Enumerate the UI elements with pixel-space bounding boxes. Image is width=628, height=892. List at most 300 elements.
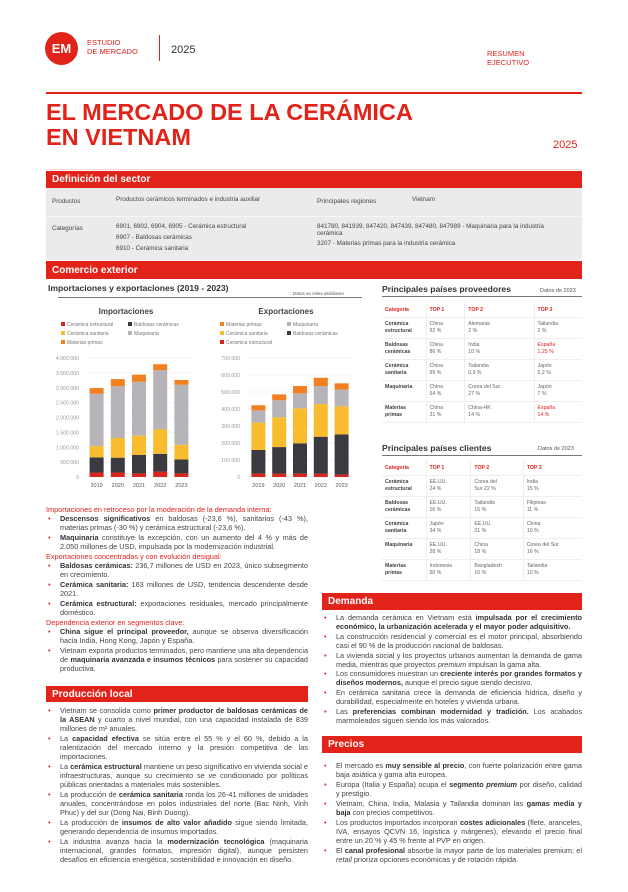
table-row bbox=[382, 402, 582, 423]
country-share: 10 % bbox=[526, 570, 539, 576]
y-tick-label: 3.000.000 bbox=[55, 385, 79, 392]
bar-segment bbox=[111, 473, 125, 477]
country-share: 18 % bbox=[474, 549, 487, 555]
x-tick-label: 2022 bbox=[154, 483, 167, 489]
country-cell bbox=[426, 318, 465, 339]
bullet-item bbox=[46, 514, 308, 532]
country-cell bbox=[465, 402, 534, 423]
y-tick-label: 1.500.000 bbox=[55, 430, 79, 437]
country-name: India bbox=[526, 479, 539, 485]
bullet-item bbox=[46, 734, 308, 761]
text-run: modernización tecnológica bbox=[167, 837, 265, 846]
bar-segment bbox=[251, 405, 265, 410]
bar-segment bbox=[132, 473, 146, 477]
country-cell bbox=[426, 539, 471, 560]
legend-label: Cerámica estructural bbox=[67, 322, 114, 328]
country-name: España bbox=[537, 342, 556, 348]
bar-segment bbox=[90, 394, 104, 446]
definition-row bbox=[46, 188, 582, 217]
country-cell bbox=[471, 539, 523, 560]
clientes-note: Datos de 2023 bbox=[538, 446, 574, 452]
y-tick-label: 200.000 bbox=[221, 441, 240, 447]
country-cell bbox=[471, 518, 523, 539]
category-cell: Baldosas cerámicas bbox=[382, 339, 426, 360]
y-tick-label: 400.000 bbox=[221, 407, 240, 413]
table-row bbox=[382, 518, 582, 539]
text-run: (maquinaria internacional, grandes formatos, impresión digital), aunque persisten desafíos en eficiencia energética, sostenibilidad e innovación en diseño. bbox=[60, 837, 308, 864]
country-cell bbox=[523, 560, 582, 581]
bar-segment bbox=[272, 447, 286, 474]
trade-analysis bbox=[46, 505, 308, 674]
column-header: TOP 3 bbox=[534, 302, 582, 318]
text-run: sigue siendo limitada, generando dependencia de insumos importados. bbox=[60, 818, 308, 836]
header-rule bbox=[46, 92, 582, 94]
country-cell bbox=[465, 339, 534, 360]
y-tick-label: 700.000 bbox=[221, 356, 240, 362]
country-share: 15 % bbox=[526, 486, 539, 492]
legend-label: Cerámica estructural bbox=[226, 340, 273, 346]
y-tick-label: 500.000 bbox=[60, 460, 79, 467]
bullet-item bbox=[322, 761, 582, 779]
bullet-item bbox=[322, 799, 582, 817]
country-name: Japón bbox=[429, 521, 444, 527]
text-run: Cerámica sanitaria: bbox=[60, 580, 129, 589]
bullet-item bbox=[322, 708, 582, 726]
text-run: Las bbox=[336, 707, 353, 717]
x-tick-label: 2022 bbox=[314, 483, 327, 489]
text-run: capacidad efectiva bbox=[72, 734, 139, 743]
text-run: impulsada por el crecimiento económico, la urbanización acelerada y el mayor poder adquisitivo. bbox=[336, 613, 582, 631]
bar-segment bbox=[335, 390, 349, 407]
rule bbox=[382, 296, 582, 297]
table-row bbox=[382, 476, 582, 497]
text-run: Los acabados marmoleados siguen siendo los más valorados. bbox=[336, 707, 582, 725]
country-share: 1,25 % bbox=[537, 349, 554, 355]
header-year: 2025 bbox=[171, 44, 196, 56]
clientes-title: Principales países clientes bbox=[382, 443, 492, 453]
country-name: Tailandia bbox=[537, 321, 559, 327]
country-cell bbox=[465, 381, 534, 402]
country-cell bbox=[534, 360, 582, 381]
bar-segment bbox=[132, 382, 146, 436]
text-run: cerámica estructural bbox=[70, 762, 142, 771]
bar-segment bbox=[90, 388, 104, 394]
bar-segment bbox=[111, 458, 125, 473]
x-tick-label: 2023 bbox=[335, 483, 348, 489]
text-run: insumos de alto valor añadido bbox=[121, 818, 232, 827]
country-name: China bbox=[429, 405, 444, 411]
table-row bbox=[382, 360, 582, 381]
country-share: 2 % bbox=[537, 328, 547, 334]
country-share: 11 % bbox=[526, 507, 539, 513]
bullet-item bbox=[46, 762, 308, 789]
em-logo: EM bbox=[45, 32, 78, 65]
bar-segment bbox=[174, 473, 188, 477]
country-name: Japón bbox=[537, 384, 552, 390]
country-name: China bbox=[429, 342, 444, 348]
y-tick-label: 500.000 bbox=[221, 390, 240, 396]
table-row bbox=[382, 381, 582, 402]
country-cell bbox=[523, 518, 582, 539]
legend-swatch bbox=[128, 322, 132, 326]
country-name: EE.UU. bbox=[429, 500, 447, 506]
bar-segment bbox=[335, 406, 349, 434]
bar-segment bbox=[251, 410, 265, 422]
y-tick-label: 4.000.000 bbox=[55, 356, 79, 362]
text-run: Maquinaria bbox=[60, 533, 99, 542]
country-cell bbox=[426, 476, 471, 497]
country-share: 14 % bbox=[537, 412, 550, 418]
country-name: China bbox=[429, 363, 444, 369]
text-run: impulsan la gama alta. bbox=[466, 659, 542, 669]
legend-swatch bbox=[287, 331, 291, 335]
country-share: 92 % bbox=[429, 328, 442, 334]
bar-segment bbox=[335, 383, 349, 389]
text-run: premium bbox=[437, 659, 467, 669]
bar-segment bbox=[132, 455, 146, 473]
country-share: 99 % bbox=[429, 370, 442, 376]
y-tick-label: 3.500.000 bbox=[55, 370, 79, 377]
text-run: en baldosas (-23,6 %), sanitarios (-43 %), materias primas (-30 %) y cerámica estructural (-23,6 %). bbox=[60, 514, 308, 532]
trade-charts bbox=[46, 300, 362, 492]
text-run: Vietnam se consolida como bbox=[60, 706, 154, 715]
column-header: TOP 2 bbox=[471, 460, 523, 476]
value: Vietnam bbox=[412, 196, 435, 203]
bar-segment bbox=[272, 417, 286, 447]
text-run: , con fuerte polarización entre gama baja asiática y gama alta europea. bbox=[336, 761, 582, 779]
bullet-item bbox=[46, 837, 308, 864]
bar-segment bbox=[293, 408, 307, 443]
text-run: retail bbox=[336, 855, 352, 864]
y-tick-label: 100.000 bbox=[221, 458, 240, 464]
section-comercio: Comercio exterior bbox=[46, 261, 582, 279]
country-cell bbox=[465, 360, 534, 381]
bullet-item bbox=[46, 580, 308, 598]
category-cell: Materias primas bbox=[382, 560, 426, 581]
rule bbox=[58, 297, 362, 298]
country-share: 16 % bbox=[474, 570, 487, 576]
country-share: 15 % bbox=[474, 507, 487, 513]
y-tick-label: 2.000.000 bbox=[55, 415, 79, 422]
bar-segment bbox=[293, 386, 307, 393]
label: Categorías bbox=[52, 225, 83, 232]
value: 6907 - Baldosas cerámicas bbox=[116, 234, 192, 241]
bar-segment bbox=[132, 436, 146, 455]
analysis-heading: Exportaciones concentradas y con evolución desigual: bbox=[46, 552, 222, 561]
legend-label: Maquinaria bbox=[134, 331, 159, 337]
y-tick-label: 300.000 bbox=[221, 424, 240, 430]
country-cell bbox=[534, 381, 582, 402]
x-tick-label: 2019 bbox=[252, 483, 265, 489]
country-cell bbox=[426, 560, 471, 581]
brand-name bbox=[87, 38, 138, 56]
country-share: 10 % bbox=[468, 349, 481, 355]
country-share: 7 % bbox=[537, 391, 547, 397]
rule bbox=[382, 455, 582, 456]
precios-list bbox=[322, 761, 582, 865]
bullet-item bbox=[322, 652, 582, 670]
text-run: con precios competitivos. bbox=[350, 808, 435, 817]
table-row bbox=[382, 497, 582, 518]
bar-segment bbox=[153, 370, 167, 429]
proveedores-title: Principales países proveedores bbox=[382, 284, 511, 294]
y-tick-label: 1.000.000 bbox=[55, 445, 79, 452]
legend-swatch bbox=[61, 331, 65, 335]
country-name: Filipinas bbox=[526, 500, 546, 506]
text-run: La construcción residencial y comercial es el motor principal, absorbiendo casi el 90 % de la producción nacional de baldosas. bbox=[336, 631, 582, 650]
bullet-item bbox=[46, 818, 308, 836]
title-year: 2025 bbox=[553, 139, 578, 151]
category-cell: Cerámica sanitaria bbox=[382, 360, 426, 381]
doc-type-line: RESUMEN bbox=[487, 49, 525, 58]
section-precios: Precios bbox=[322, 736, 582, 753]
legend-label: Cerámica sanitaria bbox=[67, 331, 109, 337]
text-run: Cerámica estructural: bbox=[60, 599, 137, 608]
proveedores-table bbox=[382, 302, 582, 423]
bar-segment bbox=[174, 459, 188, 473]
bullet-item bbox=[322, 614, 582, 632]
bar-segment bbox=[272, 394, 286, 400]
country-name: Bangladesh bbox=[474, 563, 502, 569]
bar-segment bbox=[293, 393, 307, 408]
bar-segment bbox=[314, 474, 328, 477]
country-name: EE.UU. bbox=[474, 521, 492, 527]
country-name: Corea del Sur bbox=[526, 542, 559, 548]
text-run: La vivienda social y los proyectos urbanos aumentan la demanda de gama media, mientras que proyectos bbox=[336, 650, 582, 669]
x-tick-label: 2020 bbox=[273, 483, 286, 489]
column-header: Categoría bbox=[382, 460, 426, 476]
legend-swatch bbox=[128, 331, 132, 335]
country-name: EE.UU. bbox=[429, 542, 447, 548]
section-produccion: Producción local bbox=[46, 686, 308, 702]
country-cell bbox=[426, 381, 465, 402]
text-run: absorbe la mayor parte de los materiales premium; el bbox=[405, 846, 582, 855]
text-run: La demanda cerámica en Vietnam está bbox=[336, 613, 476, 622]
bar-segment bbox=[314, 386, 328, 404]
country-name: Corea del Sur bbox=[468, 384, 501, 390]
country-share: 2 % bbox=[468, 328, 478, 334]
definition-table bbox=[46, 188, 582, 260]
text-run: aunque el precio sigue siendo decisivo. bbox=[402, 678, 533, 688]
label: Productos bbox=[52, 198, 81, 205]
bullet-item bbox=[46, 706, 308, 733]
legend-label: Baldosas cerámicas bbox=[293, 331, 338, 337]
category-cell: Cerámica sanitaria bbox=[382, 518, 426, 539]
bullet-item bbox=[322, 689, 582, 707]
country-share: 31 % bbox=[429, 412, 442, 418]
text-run: La industria avanza hacia la bbox=[60, 837, 168, 846]
table-row bbox=[382, 339, 582, 360]
text-run: exportaciones residuales, mercado principalmente doméstico. bbox=[60, 599, 309, 617]
text-run: segmento bbox=[449, 780, 487, 789]
section-demanda: Demanda bbox=[322, 593, 582, 610]
text-run: preferencias combinan modernidad y tradición. bbox=[352, 707, 529, 717]
bar-segment bbox=[90, 457, 104, 472]
title-line: EL MERCADO DE LA CERÁMICA bbox=[46, 99, 413, 125]
table-row bbox=[382, 539, 582, 560]
chart-title: Importaciones bbox=[98, 307, 154, 316]
bar-segment bbox=[314, 437, 328, 474]
bar-segment bbox=[132, 375, 146, 382]
value: Productos cerámicos terminados e industria auxiliar bbox=[116, 196, 261, 203]
bar-segment bbox=[153, 364, 167, 370]
country-share: 24 % bbox=[429, 486, 442, 492]
x-tick-label: 2023 bbox=[175, 483, 188, 489]
country-share: Sur 22 % bbox=[474, 486, 496, 492]
text-run: La bbox=[60, 734, 73, 743]
bullet-item bbox=[322, 670, 582, 688]
text-run: Baldosas cerámicas: bbox=[60, 561, 133, 570]
text-run: China sigue el principal proveedor, bbox=[60, 627, 189, 636]
bar-segment bbox=[314, 404, 328, 437]
bar-segment bbox=[90, 473, 104, 477]
bar-segment bbox=[272, 400, 286, 417]
country-name: Japón bbox=[537, 363, 552, 369]
column-header: TOP 3 bbox=[523, 460, 582, 476]
bar-segment bbox=[251, 450, 265, 474]
text-run: Descensos significativos bbox=[60, 514, 151, 523]
country-cell bbox=[426, 402, 465, 423]
divider bbox=[46, 169, 582, 170]
text-run: Europa (Italia y España) ocupa el bbox=[336, 780, 450, 789]
proveedores-note: Datos de 2023 bbox=[540, 288, 576, 294]
text-run: Vietnam exporta productos terminados, pero mantiene una alta dependencia de bbox=[60, 646, 308, 664]
text-run: aunque se observa diversificación hacia India, Hong Kong, Japón y España. bbox=[60, 627, 308, 645]
country-share: 16 % bbox=[429, 507, 442, 513]
bar-segment bbox=[251, 423, 265, 450]
text-run: El bbox=[336, 846, 345, 855]
country-share: 10 % bbox=[526, 528, 539, 534]
text-run: maquinaria avanzada e insumos técnicos bbox=[70, 655, 216, 664]
country-cell bbox=[534, 339, 582, 360]
country-cell bbox=[426, 497, 471, 518]
text-run: 163 millones de USD, tendencia descendente desde 2021. bbox=[60, 580, 308, 598]
label: Principales regiones bbox=[317, 198, 377, 205]
bullet-item bbox=[322, 780, 582, 798]
country-share: 54 % bbox=[429, 391, 442, 397]
country-name: China-HK bbox=[468, 405, 491, 411]
chart-note: Datos en miles dedólares bbox=[293, 291, 344, 296]
y-tick-label: 0 bbox=[237, 475, 240, 481]
analysis-heading: Importaciones en retroceso por la moderación de la demanda interna: bbox=[46, 505, 272, 514]
produccion-list bbox=[46, 706, 308, 865]
category-cell: Maquinaria bbox=[382, 539, 426, 560]
country-share: 86 % bbox=[429, 349, 442, 355]
bar-segment bbox=[335, 474, 349, 477]
demanda-list bbox=[322, 614, 582, 727]
bar-segment bbox=[335, 434, 349, 474]
chart-section-title: Importaciones y exportaciones (2019 - 2023) bbox=[48, 283, 229, 293]
country-cell bbox=[426, 360, 465, 381]
text-run: costes adicionales bbox=[460, 818, 526, 827]
bullet-item bbox=[322, 633, 582, 651]
text-run: para sostener su capacidad productiva. bbox=[60, 655, 308, 673]
bullet-item bbox=[46, 627, 308, 645]
text-run: La producción de bbox=[60, 790, 119, 799]
country-share: 21 % bbox=[474, 528, 487, 534]
bar-segment bbox=[314, 378, 328, 386]
value: 3207 - Materias primas para la industria cerámica bbox=[317, 240, 456, 247]
doc-type bbox=[487, 49, 529, 67]
country-name: Tailandia bbox=[468, 363, 489, 369]
bar-segment bbox=[153, 454, 167, 472]
category-cell: Cerámica estructural bbox=[382, 318, 426, 339]
legend-swatch bbox=[220, 340, 224, 344]
chart-title: Exportaciones bbox=[258, 307, 314, 316]
text-run: creciente interés por grandes formatos y diseños modernos, bbox=[336, 669, 582, 688]
legend-swatch bbox=[220, 331, 224, 335]
country-name: China bbox=[429, 321, 444, 327]
legend-label: Maquinaria bbox=[293, 322, 318, 328]
country-share: 16 % bbox=[526, 549, 539, 555]
x-tick-label: 2019 bbox=[90, 483, 103, 489]
bullet-item bbox=[46, 646, 308, 673]
legend-swatch bbox=[61, 322, 65, 326]
doc-type-line: EJECUTIVO bbox=[487, 58, 530, 67]
country-share: 27 % bbox=[468, 391, 481, 397]
category-cell: Cerámica estructural bbox=[382, 476, 426, 497]
section-definicion: Definición del sector bbox=[46, 171, 582, 188]
text-run: primer productor de baldosas cerámicas de la ASEAN bbox=[60, 706, 308, 724]
country-cell bbox=[534, 402, 582, 423]
country-cell bbox=[426, 339, 465, 360]
bar-segment bbox=[111, 386, 125, 438]
text-run: mantiene un peso significativo en vivienda social e infraestructuras, aunque su crecimiento se ve condicionado por políticas públicas orientadas a materiales más sostenibles. bbox=[60, 762, 308, 789]
x-tick-label: 2021 bbox=[132, 483, 146, 489]
bullet-item bbox=[46, 533, 308, 551]
bar-segment bbox=[153, 429, 167, 453]
text-run: muy sensible al precio bbox=[385, 761, 465, 770]
bar-segment bbox=[251, 474, 265, 477]
country-name: España bbox=[537, 405, 556, 411]
country-cell bbox=[426, 518, 471, 539]
clientes-table bbox=[382, 460, 582, 581]
country-name: Indonesia bbox=[429, 563, 452, 569]
country-name: Tailandia bbox=[526, 563, 548, 569]
country-name: India bbox=[468, 342, 480, 348]
country-share: 14 % bbox=[468, 412, 481, 418]
legend-label: Baldosas cerámicas bbox=[134, 322, 179, 328]
text-run: se sitúa entre el 55 % y el 60 %, debido a la ralentización del mercado interno y la presión competitiva de las importaciones. bbox=[60, 734, 308, 761]
country-name: China bbox=[526, 521, 541, 527]
text-run: Los consumidores muestran un bbox=[336, 669, 441, 679]
country-cell bbox=[471, 476, 523, 497]
bullet-item bbox=[46, 561, 308, 579]
y-tick-label: 600.000 bbox=[221, 373, 240, 379]
bullet-item bbox=[46, 790, 308, 817]
country-cell bbox=[471, 497, 523, 518]
text-run: y cuarto a nivel mundial, con una capacidad instalada de 839 millones de m² anuales. bbox=[60, 715, 308, 733]
country-share: 34 % bbox=[429, 528, 442, 534]
legend-swatch bbox=[287, 322, 291, 326]
column-header: TOP 1 bbox=[426, 302, 465, 318]
country-cell bbox=[523, 539, 582, 560]
country-name: China bbox=[474, 542, 488, 548]
text-run: ronda los 26-41 millones de unidades anuales, concentrándose en polos industriales del norte (Bac Ninh, Vinh Phuc) y del sur (Dong Nai, Binh Duong). bbox=[60, 790, 308, 817]
legend-label: Materias primas bbox=[226, 322, 262, 328]
text-run: constituye la excepción, con un aumento del 4 % y más de 2.050 millones de USD, impulsada por la modernización industrial. bbox=[60, 533, 308, 551]
country-share: 50 % bbox=[429, 570, 442, 576]
category-cell: Materias primas bbox=[382, 402, 426, 423]
country-cell bbox=[523, 497, 582, 518]
legend-swatch bbox=[61, 340, 65, 344]
title-line: EN VIETNAM bbox=[46, 124, 191, 150]
country-name: Corea del bbox=[474, 479, 497, 485]
text-run: por diseño, calidad y prestigio. bbox=[336, 780, 582, 798]
bar-segment bbox=[272, 474, 286, 477]
text-run: Vietnam, China, India, Malasia y Tailandia dominan las bbox=[336, 799, 527, 808]
analysis-heading: Dependencia exterior en segmentos clave: bbox=[46, 618, 185, 627]
